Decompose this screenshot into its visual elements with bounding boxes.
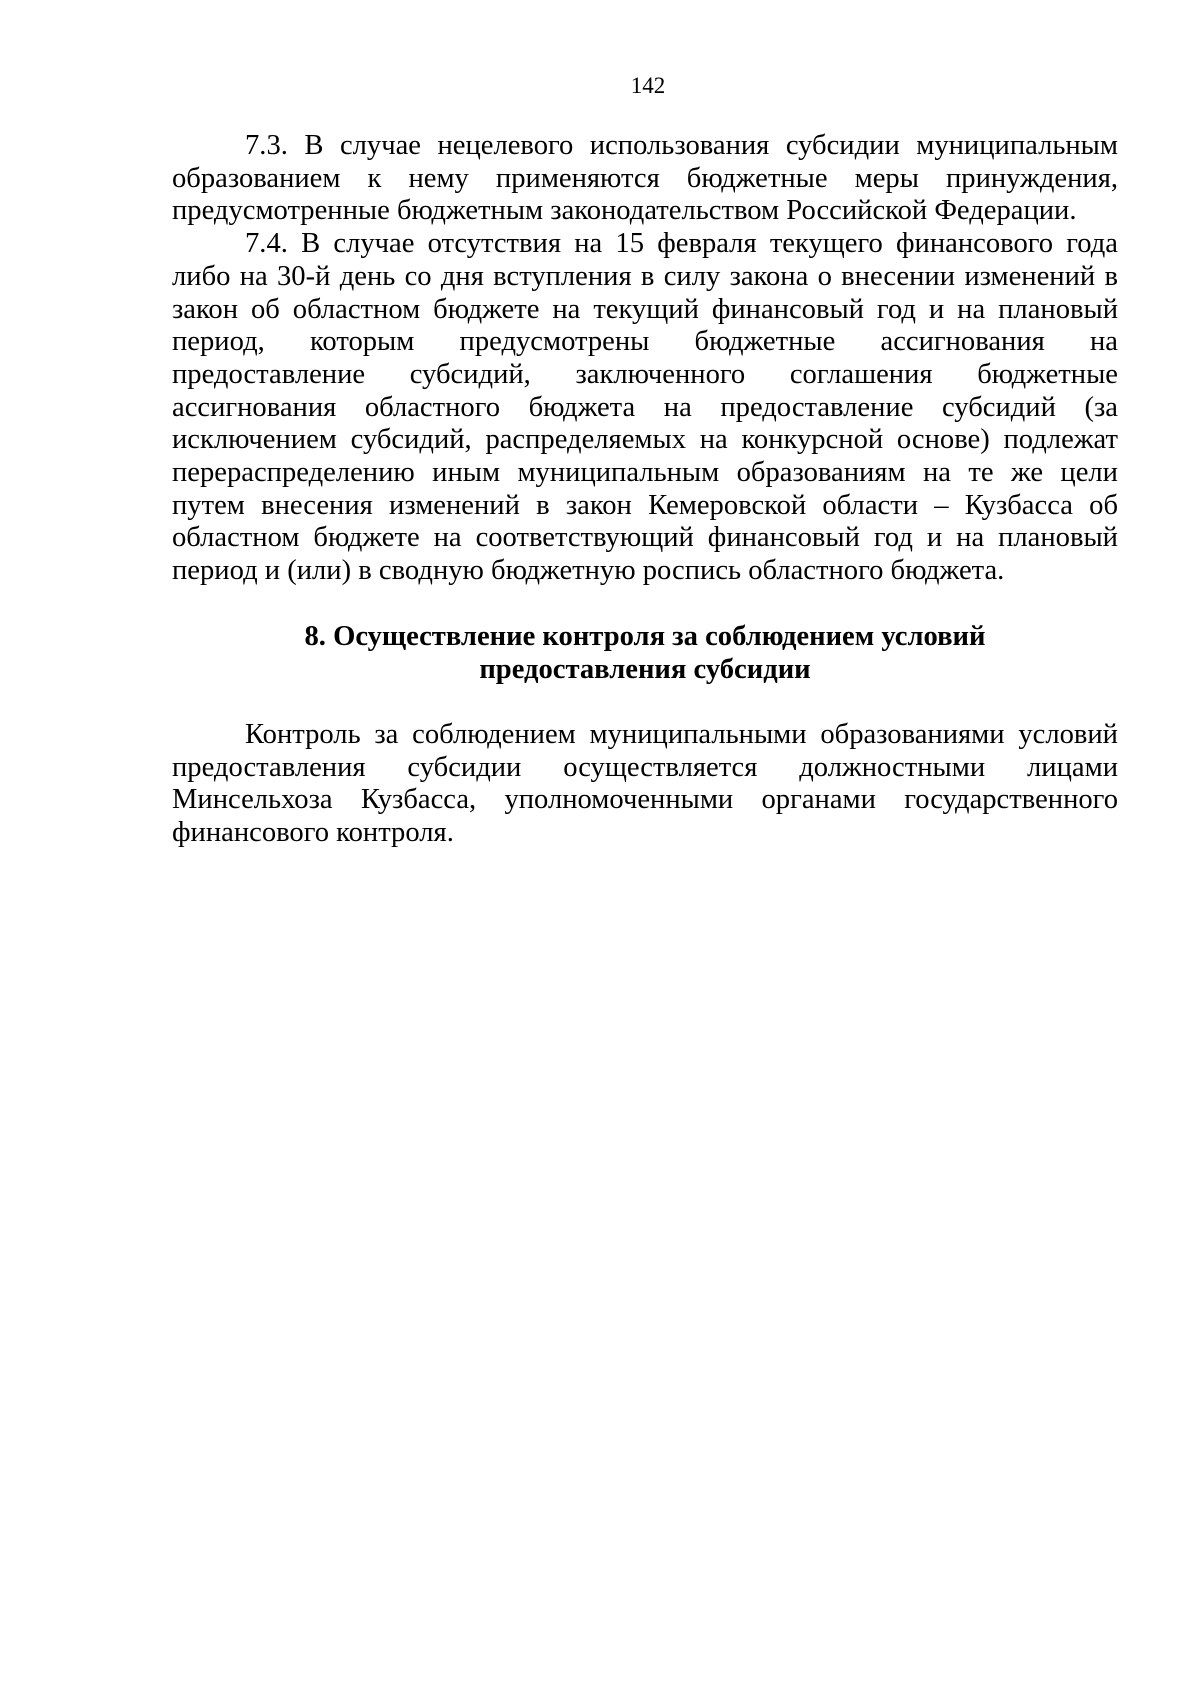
section-8-heading-line-1: 8. Осуществление контроля за соблюдением условий xyxy=(304,621,986,652)
section-8-heading-line-2: предоставления субсидии xyxy=(479,654,811,685)
paragraph-section-8: Контроль за соблюдением муниципальными образованиями условий предоставления субсидии осуществляется должностными лицами Минсельхоза Кузбасса, уполномоченными органами государственного финансового контроля. xyxy=(172,719,1118,849)
section-8-heading xyxy=(172,620,1118,686)
section-8-text xyxy=(172,719,1118,850)
paragraph-7-3: 7.3. В случае нецелевого использования субсидии муниципальным образованием к нему применяются бюджетные меры принуждения, предусмотренные бюджетным законодательством Российской Федерации. xyxy=(172,130,1118,227)
page-number: 142 xyxy=(630,73,666,98)
section-7-text xyxy=(172,130,1118,588)
paragraph-7-4: 7.4. В случае отсутствия на 15 февраля текущего финансового года либо на 30-й день со дня вступления в силу закона о внесении изменений в закон об областном бюджете на текущий финансовый год и на плановый период, которым предусмотрены бюджетные ассигнования на предоставление субсидий, заключенного соглашения бюджетные ассигнования областного бюджета на предоставление субсидий (за исключением субсидий, распределяемых на конкурсной основе) подлежат перераспределению иным муниципальным образованиям на те же цели путем внесения изменений в закон Кемеровской области – Кузбасса об областном бюджете на соответствующий финансовый год и на плановый период и (или) в сводную бюджетную роспись областного бюджета. xyxy=(172,228,1118,587)
